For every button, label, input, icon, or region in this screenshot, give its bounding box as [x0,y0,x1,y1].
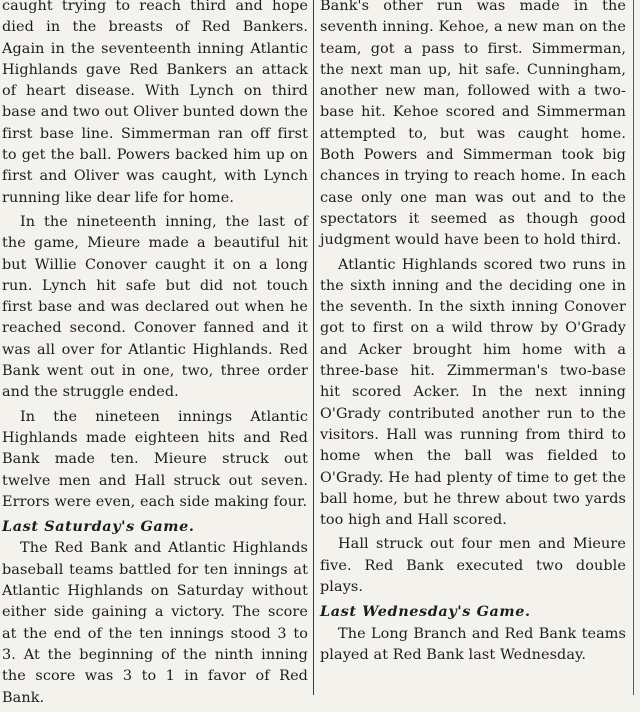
right-column [320,0,626,669]
left-column [2,0,308,712]
right-paragraph-4: The Long Branch and Red Bank teams played at Red Bank last Wednesday. [320,625,626,663]
column-divider [313,0,314,695]
right-paragraph-3: Hall struck out four men and Mieure five. Red Bank executed two double plays. [320,536,626,596]
section-heading-wednesday: Last Wednesday's Game. [320,603,531,621]
right-paragraph-1: Bank's other run was made in the seventh inning. Kehoe, a new man on the team, got a pass to first. Simmerman, the next man up, hit safe. Cunningham, another new man, followed with a two-base hit. Kehoe scored and Simmerman attempted to, but was caught home. Both Powers and Simmerman took big chances in trying to reach home. In each case only one man was out and to the spectators it seemed as though good judgment would have been to hold third. [320,0,626,249]
left-paragraph-1: caught trying to reach third and hope died in the breasts of Red Bankers. Again in the seventeenth inning Atlantic Highlands gave Red Bankers an attack of heart disease. With Lynch on third base and two out Oliver bunted down the first base line. Simmerman ran off first to get the ball. Powers backed him up on first and Oliver was caught, with Lynch running like dear life for home. [2,0,308,206]
left-paragraph-2: In the nineteenth inning, the last of the game, Mieure made a beautiful hit but Willie Conover caught it on a long run. Lynch hit safe but did not touch first base and was declared out when he reached second. Conover fanned and it was all over for Atlantic Highlands. Red Bank went out in one, two, three order and the struggle ended. [2,213,308,401]
left-paragraph-3: In the nineteen innings Atlantic Highlands made eighteen hits and Red Bank made ten. Mieure struck out twelve men and Hall struck out seven. Errors were even, each side making four. [2,408,308,510]
page-edge-rule [633,0,634,695]
right-paragraph-2: Atlantic Highlands scored two runs in the sixth inning and the deciding one in the seventh. In the sixth inning Conover got to first on a wild throw by O'Grady and Acker brought him home with a three-base hit. Zimmerman's two-base hit scored Acker. In the next inning O'Grady contributed another run to the visitors. Hall was running from third to home when the ball was fielded to O'Grady. He had plenty of time to get the ball home, but he threw about two yards too high and Hall scored. [320,256,626,529]
left-paragraph-4: The Red Bank and Atlantic Highlands baseball teams battled for ten innings at Atlantic Highlands on Saturday without either side gaining a victory. The score at the end of the ten innings stood 3 to 3. At the beginning of the ninth inning the score was 3 to 1 in favor of Red Bank. [2,540,308,706]
section-heading-saturday: Last Saturday's Game. [2,518,195,536]
